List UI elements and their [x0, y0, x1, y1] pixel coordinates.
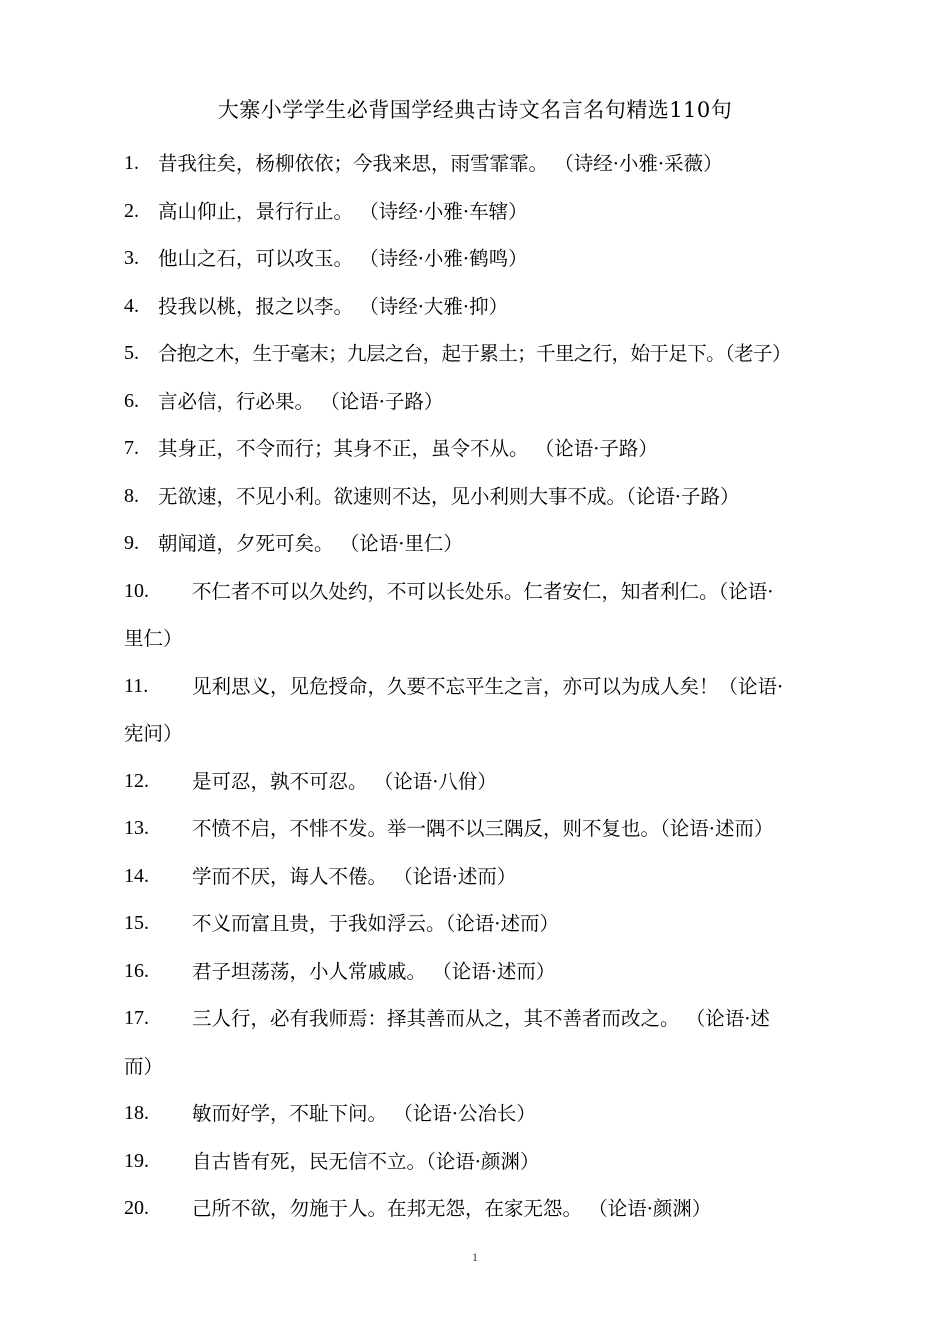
list-item: [124, 378, 866, 426]
item-text: 敏而好学，不耻下问。 （论语·公冶长）: [192, 1102, 536, 1125]
item-text: 无欲速，不见小利。欲速则不达，见小利则大事不成。（论语·子路）: [158, 484, 740, 508]
list-item: [124, 805, 866, 853]
item-text-continuation: 而）: [124, 1054, 164, 1078]
list-item: [124, 235, 866, 283]
item-text-continuation: 宪问）: [124, 722, 183, 745]
list-item: [124, 663, 866, 758]
list-item: [124, 330, 866, 378]
list-item: [124, 425, 866, 473]
item-text: 合抱之木，生于毫末；九层之台，起于累土；千里之行，始于足下。（老子）: [158, 342, 791, 365]
list-item: [124, 758, 866, 806]
list-item: [124, 1090, 866, 1138]
item-number: 19.: [124, 1149, 149, 1172]
list-item: [124, 1138, 866, 1186]
list-item: [124, 140, 866, 188]
item-number: 15.: [124, 912, 149, 934]
item-text: 高山仰止，景行行止。 （诗经·小雅·车辖）: [158, 199, 528, 223]
item-number: 4.: [124, 294, 139, 317]
item-number: 8.: [124, 484, 139, 507]
item-text-line: 三人行，必有我师焉：择其善而从之，其不善者而改之。 （论语·述: [192, 1007, 770, 1030]
quote-list: [124, 140, 866, 1233]
list-item: [124, 473, 866, 521]
item-text: 言必信，行必果。 （论语·子路）: [158, 389, 444, 413]
list-item: [124, 1185, 866, 1233]
item-number: 12.: [124, 769, 149, 792]
item-number: 5.: [124, 342, 139, 364]
item-number: 6.: [124, 389, 139, 412]
document-title: 大寨小学学生必背国学经典古诗文名言名句精选110句: [217, 98, 733, 122]
item-text-line: 见利思义，见危授命，久要不忘平生之言，亦可以为成人矣！（论语·: [192, 674, 784, 698]
item-number: 14.: [124, 864, 149, 887]
item-number: 16.: [124, 959, 149, 982]
list-item: [124, 520, 866, 568]
item-text: 不义而富且贵，于我如浮云。（论语·述而）: [192, 912, 559, 935]
item-number: 1.: [124, 152, 139, 174]
item-number: 3.: [124, 247, 139, 269]
item-text: 是可忍，孰不可忍。 （论语·八佾）: [192, 769, 497, 793]
list-item: [124, 853, 866, 901]
item-number: 9.: [124, 532, 139, 554]
item-number: 13.: [124, 817, 149, 839]
item-number: 11.: [124, 674, 149, 697]
item-text: 己所不欲，勿施于人。在邦无怨，在家无怨。 （论语·颜渊）: [192, 1197, 712, 1220]
item-number: 7.: [124, 437, 139, 459]
item-number: 17.: [124, 1007, 149, 1029]
page-number: 1: [472, 1250, 478, 1264]
list-item: [124, 188, 866, 236]
item-text: 投我以桃，报之以李。 （诗经·大雅·抑）: [158, 294, 509, 318]
item-text: 他山之石，可以攻玉。 （诗经·小雅·鹤鸣）: [158, 247, 528, 270]
item-number: 2.: [124, 199, 139, 222]
item-text-line: 不仁者不可以久处约，不可以长处乐。仁者安仁，知者利仁。（论语·: [192, 579, 774, 603]
item-number: 10.: [124, 579, 149, 602]
list-item: [124, 995, 866, 1090]
list-item: [124, 900, 866, 948]
item-text: 学而不厌，诲人不倦。 （论语·述而）: [192, 864, 517, 888]
item-text: 其身正，不令而行；其身不正，虽令不从。 （论语·子路）: [158, 437, 658, 460]
item-number: 18.: [124, 1102, 149, 1124]
item-text-continuation: 里仁）: [124, 627, 183, 650]
item-number: 20.: [124, 1197, 149, 1219]
item-text: 昔我往矣，杨柳依依；今我来思，雨雪霏霏。 （诗经·小雅·采薇）: [158, 152, 723, 175]
item-text: 朝闻道，夕死可矣。 （论语·里仁）: [158, 532, 463, 555]
item-text: 君子坦荡荡，小人常戚戚。 （论语·述而）: [192, 959, 556, 983]
item-text: 自古皆有死，民无信不立。（论语·颜渊）: [192, 1149, 540, 1173]
list-item: [124, 283, 866, 331]
item-text: 不愤不启，不悱不发。举一隅不以三隅反，则不复也。（论语·述而）: [192, 817, 774, 840]
list-item: [124, 568, 866, 663]
list-item: [124, 948, 866, 996]
